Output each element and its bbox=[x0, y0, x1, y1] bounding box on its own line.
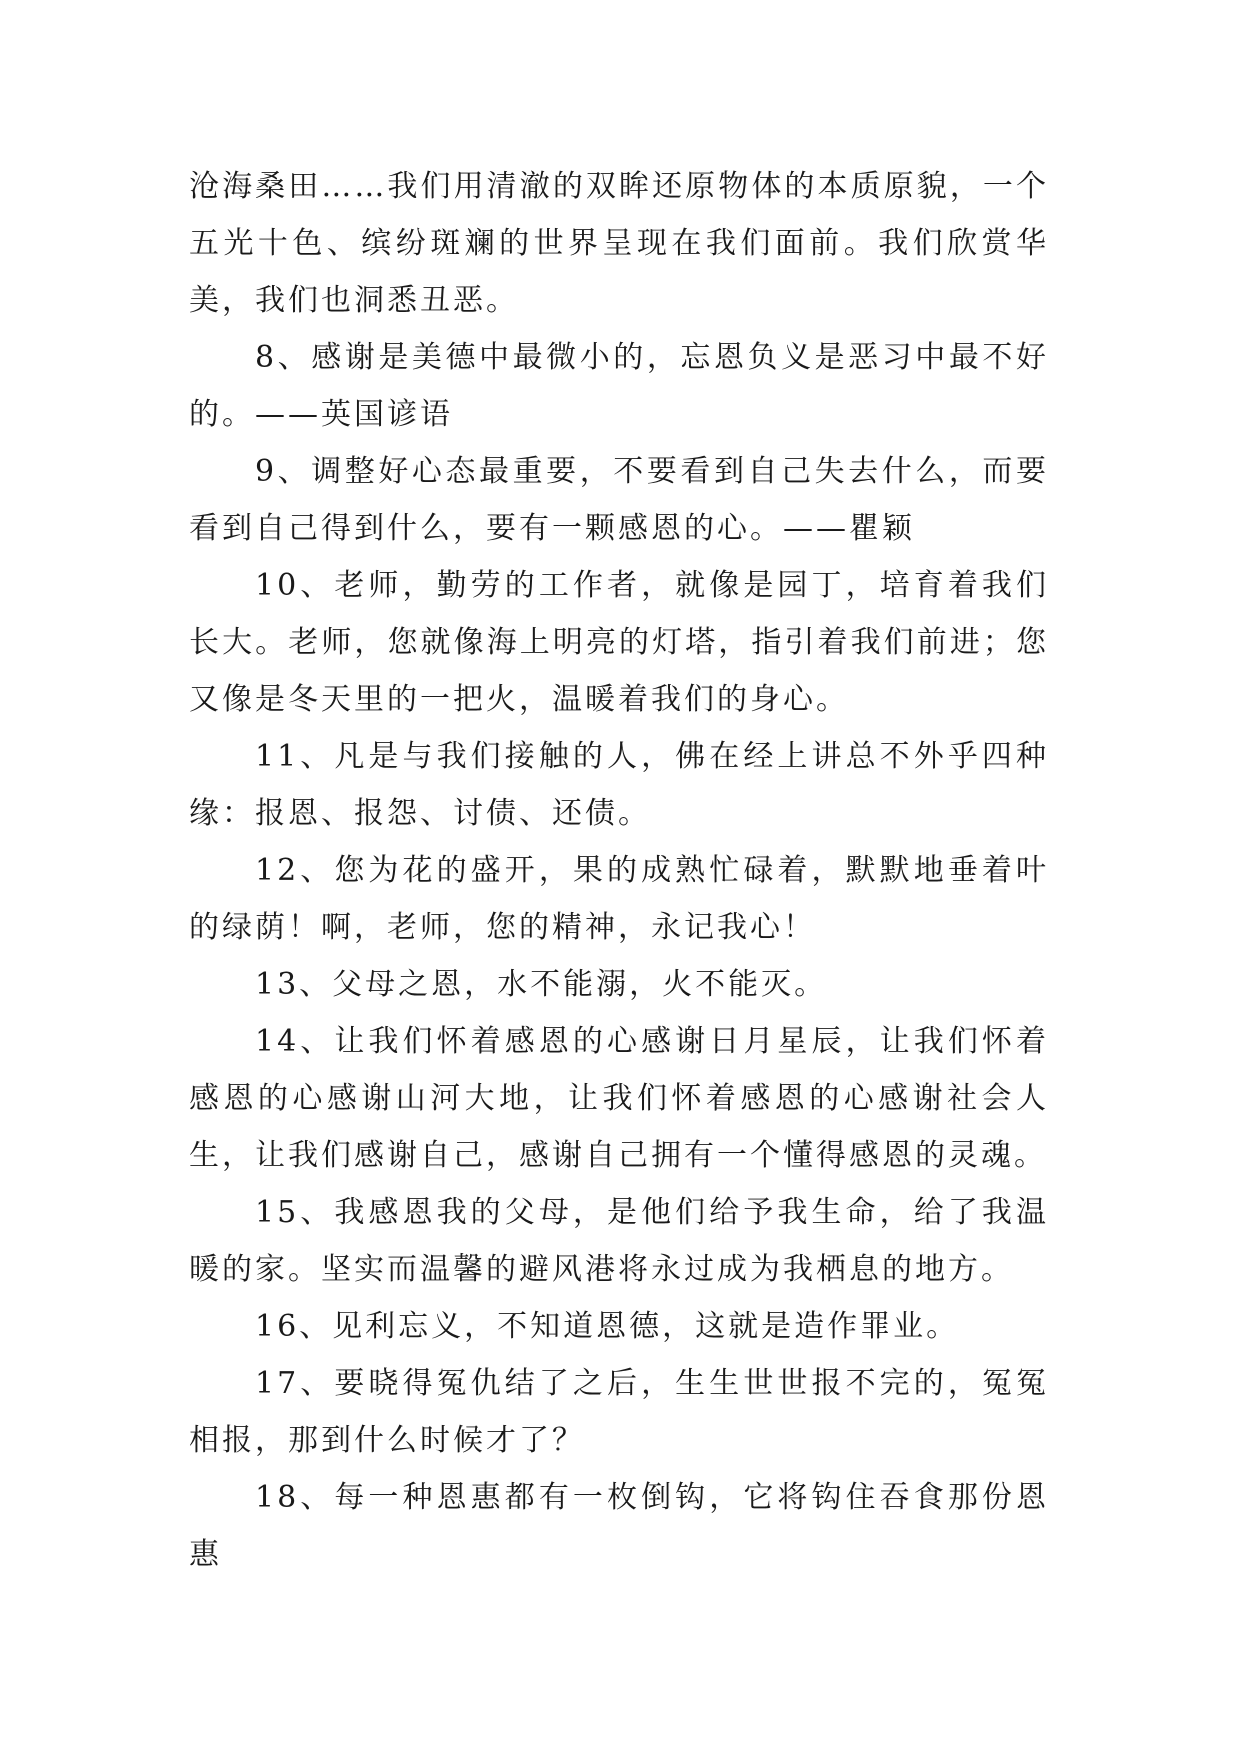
paragraph-quote-8: 8、感谢是美德中最微小的，忘恩负义是恶习中最不好的。——英国谚语 bbox=[189, 340, 1049, 432]
paragraph-quote-10: 10、老师，勤劳的工作者，就像是园丁，培育着我们长大。老师，您就像海上明亮的灯塔，指引着我们前进；您又像是冬天里的一把火，温暖着我们的身心。 bbox=[189, 568, 1049, 717]
document-body bbox=[189, 158, 1049, 1583]
paragraph-quote-13: 13、父母之恩，水不能溺，火不能灭。 bbox=[255, 967, 828, 1002]
paragraph-quote-16: 16、见利忘义，不知道恩德，这就是造作罪业。 bbox=[255, 1309, 960, 1344]
paragraph-quote-18: 18、每一种恩惠都有一枚倒钩，它将钩住吞食那份恩惠 bbox=[189, 1480, 1049, 1572]
paragraph-quote-15: 15、我感恩我的父母，是他们给予我生命，给了我温暖的家。坚实而温馨的避风港将永过成为我栖息的地方。 bbox=[189, 1195, 1049, 1287]
paragraph-quote-11: 11、凡是与我们接触的人，佛在经上讲总不外乎四种缘：报恩、报怨、讨债、还债。 bbox=[189, 739, 1049, 831]
paragraph-continued: 沧海桑田……我们用清澈的双眸还原物体的本质原貌，一个五光十色、缤纷斑斓的世界呈现在我们面前。我们欣赏华美，我们也洞悉丑恶。 bbox=[189, 169, 1049, 318]
paragraph-quote-14: 14、让我们怀着感恩的心感谢日月星辰，让我们怀着感恩的心感谢山河大地，让我们怀着感恩的心感谢社会人生，让我们感谢自己，感谢自己拥有一个懂得感恩的灵魂。 bbox=[189, 1024, 1049, 1173]
paragraph-quote-12: 12、您为花的盛开，果的成熟忙碌着，默默地垂着叶的绿荫！啊，老师，您的精神，永记我心！ bbox=[189, 853, 1049, 945]
paragraph-quote-9: 9、调整好心态最重要，不要看到自己失去什么，而要看到自己得到什么，要有一颗感恩的心。——瞿颖 bbox=[189, 454, 1049, 546]
paragraph-quote-17: 17、要晓得冤仇结了之后，生生世世报不完的，冤冤相报，那到什么时候才了？ bbox=[189, 1366, 1049, 1458]
